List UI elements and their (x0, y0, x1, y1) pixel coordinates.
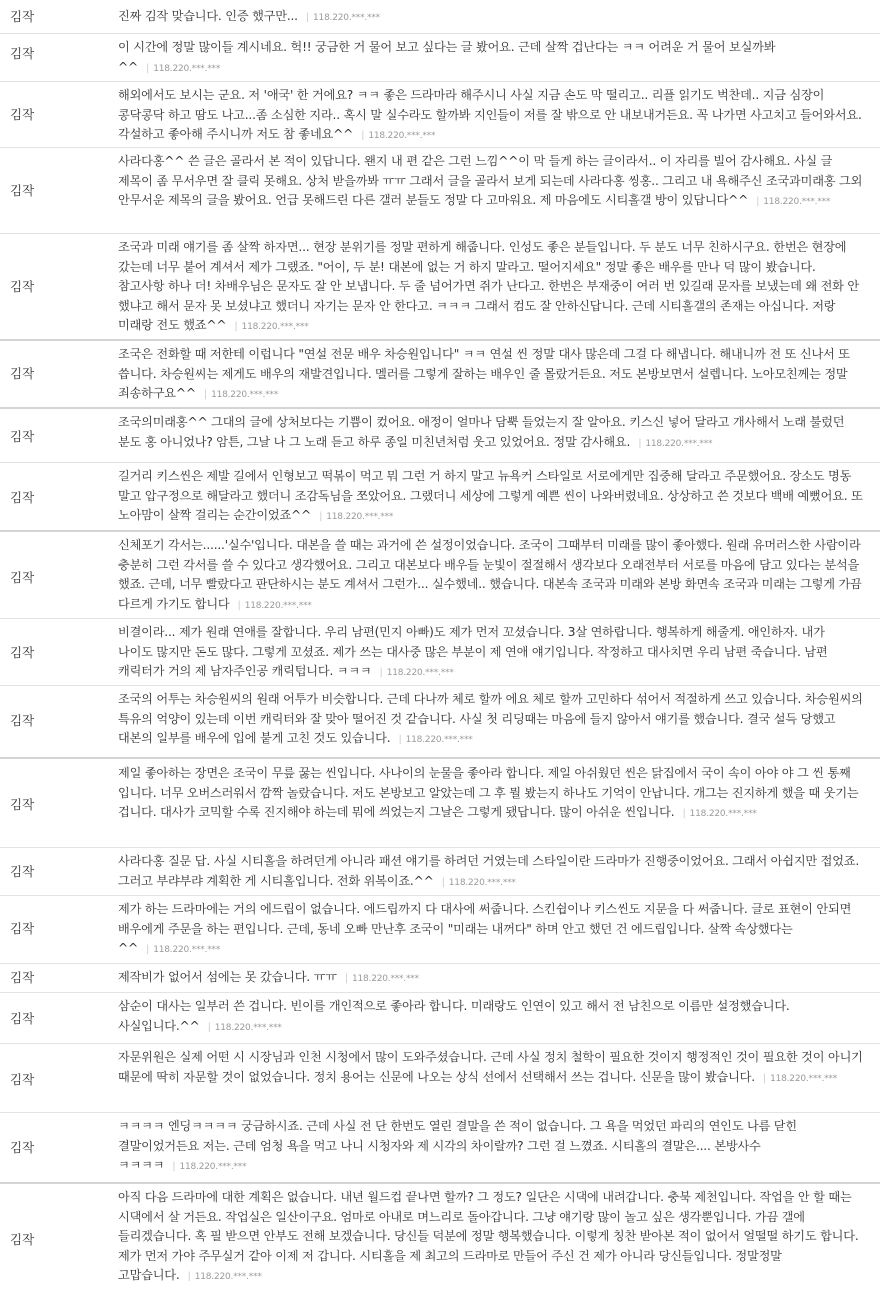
comment-ip: 118.220.***.*** (313, 13, 380, 23)
comment-row (0, 685, 880, 757)
comment-row (0, 462, 880, 530)
comment-body (118, 413, 863, 454)
comment-ip: 118.220.***.*** (368, 131, 436, 141)
comment-row (0, 618, 880, 685)
comment-author[interactable]: 김작 (10, 797, 35, 812)
comment-body (118, 900, 863, 961)
comment-text: 자문위원은 실제 어떤 시 시장님과 인천 시청에서 많이 도와주셨습니다. 근데 사실 정치 철학이 필요한 것이지 행정적인 것이 필요한 것이 아니기 때문에 딱히 자문할 것이 없었습니다. 정치 용어는 신문에 나오는 상식 선에서 선택해서 쓰는 겁니다. 신문을 많이 봤습니다. (118, 1050, 863, 1084)
comment-row (0, 407, 880, 462)
comment-body (118, 238, 863, 338)
separator: | (305, 12, 310, 23)
comment-author[interactable]: 김작 (10, 1140, 35, 1155)
comment-row (0, 233, 880, 339)
comment-body (118, 7, 863, 29)
comment-author[interactable]: 김작 (10, 645, 35, 660)
comment-author[interactable]: 김작 (10, 864, 35, 879)
comment-ip: 118.220.***.*** (241, 322, 309, 332)
separator: | (682, 808, 686, 819)
comment-body (118, 1048, 863, 1089)
comment-row (0, 992, 880, 1043)
comment-ip: 118.220.***.*** (689, 809, 757, 819)
comment-row (0, 147, 880, 233)
separator: | (638, 437, 642, 449)
comment-author[interactable]: 김작 (10, 713, 35, 728)
comment-ip: 118.220.***.*** (194, 1272, 262, 1282)
comment-body (118, 1188, 863, 1288)
comment-ip: 118.220.***.*** (153, 945, 221, 955)
separator: | (398, 734, 402, 745)
comment-body (118, 997, 863, 1038)
comment-row (0, 847, 880, 895)
comment-ip: 118.220.***.*** (763, 197, 831, 207)
comment-author[interactable]: 김작 (10, 921, 35, 936)
comment-row (0, 757, 880, 847)
comment-author[interactable]: 김작 (10, 279, 35, 294)
separator: | (379, 667, 383, 678)
comment-body (118, 345, 863, 406)
comment-author[interactable]: 김작 (10, 9, 35, 24)
separator: | (237, 599, 241, 611)
comment-text: 삼순이 대사는 일부러 쓴 겁니다. 빈이를 개인적으로 좋아라 합니다. 미래랑도 인연이 있고 해서 전 남친으로 이름만 설정했습니다. 사실입니다.^^ (118, 999, 790, 1033)
comment-text: 아직 다음 드라마에 대한 계획은 없습니다. 내년 월드컵 끝나면 할까? 그 정도? 일단은 시댁에 내려갑니다. 충북 제천입니다. 작업을 안 할 때는 시댁에서 살 거든요. 작업실은 일산이구요. 엄마로 아내로 며느리로 돌아갑니다. 그냥 얘기랑 많이 놀고 싶은 생각뿐입니다. 가끔 갤에 들리겠습니다. 혹 필 받으면 안부도 전해 보겠습니다. 당신들 덕분에 정말 행복했습니다. 이렇게 칭찬 받아본 적이 없어서 얼떨떨 하기도 합니다. 제가 먼저 가야 주무실거 같아 이제 저 갑니다. 시티홀을 제 최고의 드라마로 만들어 주신 건 제가 아니라 당신들입니다. 정말정말 고맙습니다. (118, 1190, 859, 1282)
separator: | (146, 944, 150, 955)
comment-text: 조국의 어투는 차승원씨의 원래 어투가 비슷합니다. 근데 다나까 체로 할까 에요 체로 할까 고민하다 섞어서 적절하게 쓰고 있습니다. 차승원씨의 특유의 억양이 있는데 이번 캐릭터와 잘 맞아 떨어진 것 같습니다. 사실 첫 리딩때는 마음에 들지 않아서 얘기를 했습니다. 결국 설득 당했고 대본의 일부를 배우에 입에 붙게 고친 것도 있습니다. (118, 692, 863, 745)
comment-body (118, 623, 863, 684)
comment-ip: 118.220.***.*** (153, 63, 221, 74)
separator: | (187, 1271, 191, 1282)
comment-body (118, 852, 863, 893)
separator: | (319, 511, 323, 522)
separator: | (441, 876, 445, 888)
comment-text: 신체포기 각서는......'실수'입니다. 대본을 쓸 때는 과거에 쓴 설정이었습니다. 조국이 그때부터 미래를 많이 좋아했다. 원래 유머러스한 사람이라 충분히 그런 각서를 쓸 수 있다고 생각했어요. 그리고 대본보다 배우들 눈빛이 절절해서 생각보다 오래전부터 서로를 마음에 담고 있다는 분석을 했죠. 근데, 너무 빨랐다고 판단하시는 분도 계셔서 그런가... 실수했네.. 했습니다. 대본속 조국과 미래와 본방 화면속 조국과 미래는 그렇게 가끔 다르게 가기도 합니다 (118, 538, 862, 611)
comment-row (0, 0, 880, 33)
comment-row (0, 1182, 880, 1292)
comment-author[interactable]: 김작 (10, 429, 35, 444)
comment-ip: 118.220.***.*** (214, 1022, 282, 1033)
comment-author[interactable]: 김작 (10, 1232, 35, 1247)
separator: | (756, 196, 760, 207)
comment-ip: 118.220.***.*** (244, 600, 312, 611)
separator: | (344, 973, 348, 984)
comment-author[interactable]: 김작 (10, 46, 35, 61)
comment-text: 비결이라... 제가 원래 연애를 잘합니다. 우리 남편(민지 아빠)도 제가 먼저 꼬셨습니다. 3살 연하랍니다. 행복하게 해줄게. 애인하자. 내가 나이도 많지만 돈도 많다. 그렇게 꼬셨죠. 제가 쓰는 대사중 많은 부분이 제 연애 얘기입니다. 작정하고 대사치면 우리 남편 죽습니다. 남편 캐릭터가 거의 제 남자주인공 캐릭텁니다. ㅋㅋㅋ (118, 625, 828, 678)
comment-row (0, 81, 880, 147)
comment-ip: 118.220.***.*** (386, 668, 454, 678)
comment-text: 제가 하는 드라마에는 거의 에드립이 없습니다. 에드립까지 다 대사에 써줍니다. 스킨쉽이나 키스씬도 지문을 다 써줍니다. 글로 표현이 안되면 배우에게 주문을 하는 편입니다. 근데, 동네 오빠 만난후 조국이 "미래는 내꺼다" 하며 안고 했던 건 에드립입니다. 살짝 속상했다는^^ (118, 902, 852, 955)
comment-author[interactable]: 김작 (10, 183, 35, 198)
comment-body (118, 152, 863, 213)
comment-row (0, 33, 880, 81)
comment-body (118, 764, 863, 825)
comment-author[interactable]: 김작 (10, 1072, 35, 1087)
comment-row (0, 1043, 880, 1112)
comment-ip: 118.220.***.*** (211, 390, 279, 400)
comment-author[interactable]: 김작 (10, 1011, 35, 1026)
separator: | (762, 1072, 767, 1084)
comment-text: 사라다홍 질문 답. 사실 시티홀을 하려던게 아니라 패션 얘기를 하려던 거였는데 스타일이란 드라마가 진행중이었어요. 그래서 아쉽지만 접었죠. 그러고 부랴부랴 계획한 게 시티홀입니다. 전화 위복이죠.^^ (118, 854, 860, 888)
comment-author[interactable]: 김작 (10, 107, 35, 122)
separator: | (207, 1021, 211, 1033)
comment-text: 제일 좋아하는 장면은 조국이 무릎 꿇는 씬입니다. 사나이의 눈물을 좋아라 합니다. 제일 아쉬웠던 씬은 닭집에서 국이 속이 아야 야 그 씬 통째 입니다. 너무 오버스러워서 깜짝 놀랐습니다. 저도 본방보고 알았는데 그 후 뭘 봤는지 하나도 기억이 안납니다. 개그는 진지하게 했을 때 웃기는 겁니다. 대사가 코믹할 수록 진지해야 하는데 뭐에 씌었는지 그날은 그렇게 됐답니다. 많이 아쉬운 씬입니다. (118, 766, 859, 819)
comment-text: 조국과 미래 얘기를 좀 살짝 하자면... 현장 분위기를 정말 편하게 해줍니다. 인성도 좋은 분들입니다. 두 분도 너무 친하시구요. 한번은 현장에 갔는데 너무 붙어 계셔서 제가 그랬죠. "어이, 두 분! 대본에 없는 거 하지 말라고. 떨어지세요" 정말 좋은 배우를 만나 덕 많이 봤습니다. 참고사항 하나 더! 차배우님은 문자도 잘 안 보냅니다. 두 줄 넘어가면 쥐가 난다고. 한번은 부재중이 여러 번 있길래 문자를 보냈는데 왜 전화 안 했냐고 해서 문자 못 보셨냐고 했더니 자기는 문자 안 한다고. ㅋㅋㅋ 그래서 컴도 잘 안하신답니다. 근데 시티홀갤의 존재는 아십니다. 저랑 미래랑 전도 했죠^^ (118, 240, 859, 332)
comment-author[interactable]: 김작 (10, 366, 35, 381)
comment-ip: 118.220.***.*** (179, 1162, 247, 1172)
comment-row (0, 895, 880, 963)
separator: | (146, 62, 150, 74)
comment-body (118, 690, 863, 751)
comment-text: 사라다홍^^ 쓴 글은 골라서 본 적이 있답니다. 왠지 내 편 같은 그런 느낌^^이 막 들게 하는 글이라서.. 이 자리를 빌어 감사해요. 사실 글 제목이 좀 무서우면 잘 클릭 못해요. 상처 받을까봐 ㅠㅠ 그래서 글을 골라서 보게 되는데 사라다홍 씽홍.. 그리고 내 욕해주신 조국과미래홍 그외 안무서운 제목의 글을 봤어요. 언급 못해드린 다른 갤러 분들도 정말 다 고마워요. 제 마음에도 시티홀갤 방이 있답니다^^ (118, 154, 863, 207)
comment-body (118, 1117, 863, 1178)
comment-body (118, 86, 863, 147)
comment-text: 제작비가 없어서 섬에는 못 갔습니다. ㅠㅠ (118, 970, 337, 984)
comment-row (0, 339, 880, 407)
comment-author[interactable]: 김작 (10, 970, 35, 985)
comment-row (0, 963, 880, 992)
separator: | (172, 1161, 176, 1172)
comment-ip: 118.220.***.*** (645, 438, 713, 449)
comment-body (118, 467, 863, 528)
comment-ip: 118.220.***.*** (770, 1073, 838, 1084)
comment-row (0, 530, 880, 618)
separator: | (361, 130, 365, 141)
comment-ip: 118.220.***.*** (405, 735, 473, 745)
comment-ip: 118.220.***.*** (326, 512, 394, 522)
comment-text: 조국의미래홍^^ 그대의 글에 상처보다는 기쁨이 컸어요. 애정이 얼마나 담뿍 들었는지 잘 알아요. 키스신 넣어 달라고 개사해서 노래 불렀던 분도 홍 아니었나? 암튼, 그날 나 그 노래 듣고 하루 종일 미친년처럼 웃고 있었어요. 정말 감사해요. (118, 415, 845, 449)
comment-text: 길거리 키스씬은 제발 길에서 인형보고 떡볶이 먹고 뭐 그런 거 하지 말고 뉴욕커 스타일로 서로에게만 집중해 달라고 주문했어요. 장소도 명동 말고 압구정으로 해달라고 했더니 조감독님을 쪼았어요. 그랬더니 세상에 그렇게 예쁜 씬이 나와버렸네요. 상상하고 쓴 것보다 백배 예뻤어요. 또 노아맘이 살짝 걸리는 순간이었죠^^ (118, 469, 863, 522)
comment-body (118, 968, 863, 990)
separator: | (203, 389, 208, 400)
comment-body (118, 38, 863, 79)
comment-text: 해외에서도 보시는 군요. 저 '애국' 한 거에요? ㅋㅋ 좋은 드라마라 해주시니 사실 지금 손도 막 떨리고.. 리플 읽기도 벅찬데.. 지금 심장이 콩닥콩닥 하고 땀도 나고...좀 소심한 지라.. 혹시 말 실수라도 할까봐 지인들이 저를 잘 밖으로 안 내보내거든요. 꼭 나가면 사고치고 들어와서요. 각설하고 좋아해 주시니까 저도 참 좋네요^^ (118, 88, 862, 141)
comment-text: 이 시간에 정말 많이들 계시네요. 헉!! 궁금한 거 물어 보고 싶다는 글 봤어요. 근데 살짝 겁난다는 ㅋㅋ 어려운 거 물어 보실까봐 ^^ (118, 40, 776, 74)
comment-text: 진짜 김작 맞습니다. 인증 했구만... (118, 9, 298, 23)
comment-row (0, 1112, 880, 1182)
comment-author[interactable]: 김작 (10, 490, 35, 505)
separator: | (234, 321, 238, 332)
comment-text: ㅋㅋㅋㅋ 엔딩ㅋㅋㅋㅋ 궁금하시죠. 근데 사실 전 단 한번도 열린 결말을 쓴 적이 없습니다. 그 욕을 먹었던 파리의 연인도 나름 닫힌 결말이었거든요 저는. 근데 엄청 욕을 먹고 나니 시청자와 제 시각의 차이랄까? 그런 걸 느꼈죠. 시티홀의 결말은.... 본방사수 ㅋㅋㅋㅋ (118, 1119, 797, 1172)
comment-author[interactable]: 김작 (10, 570, 35, 585)
comment-body (118, 536, 863, 616)
comment-ip: 118.220.***.*** (448, 877, 516, 888)
comment-text: 조국은 전화할 때 저한테 이럽니다 "연설 전문 배우 차승원입니다" ㅋㅋ 연설 씬 정말 대사 많은데 그걸 다 해냅니다. 해내니까 전 또 신나서 또 씁니다. 차승원씨는 제게도 배우의 재발견입니다. 멜러를 그렇게 잘하는 배우인 줄 몰랐거든요. 저도 본방보면서 설렙니다. 노아모친께는 정말 죄송하구요^^ (118, 347, 850, 400)
comment-ip: 118.220.***.*** (351, 974, 419, 984)
